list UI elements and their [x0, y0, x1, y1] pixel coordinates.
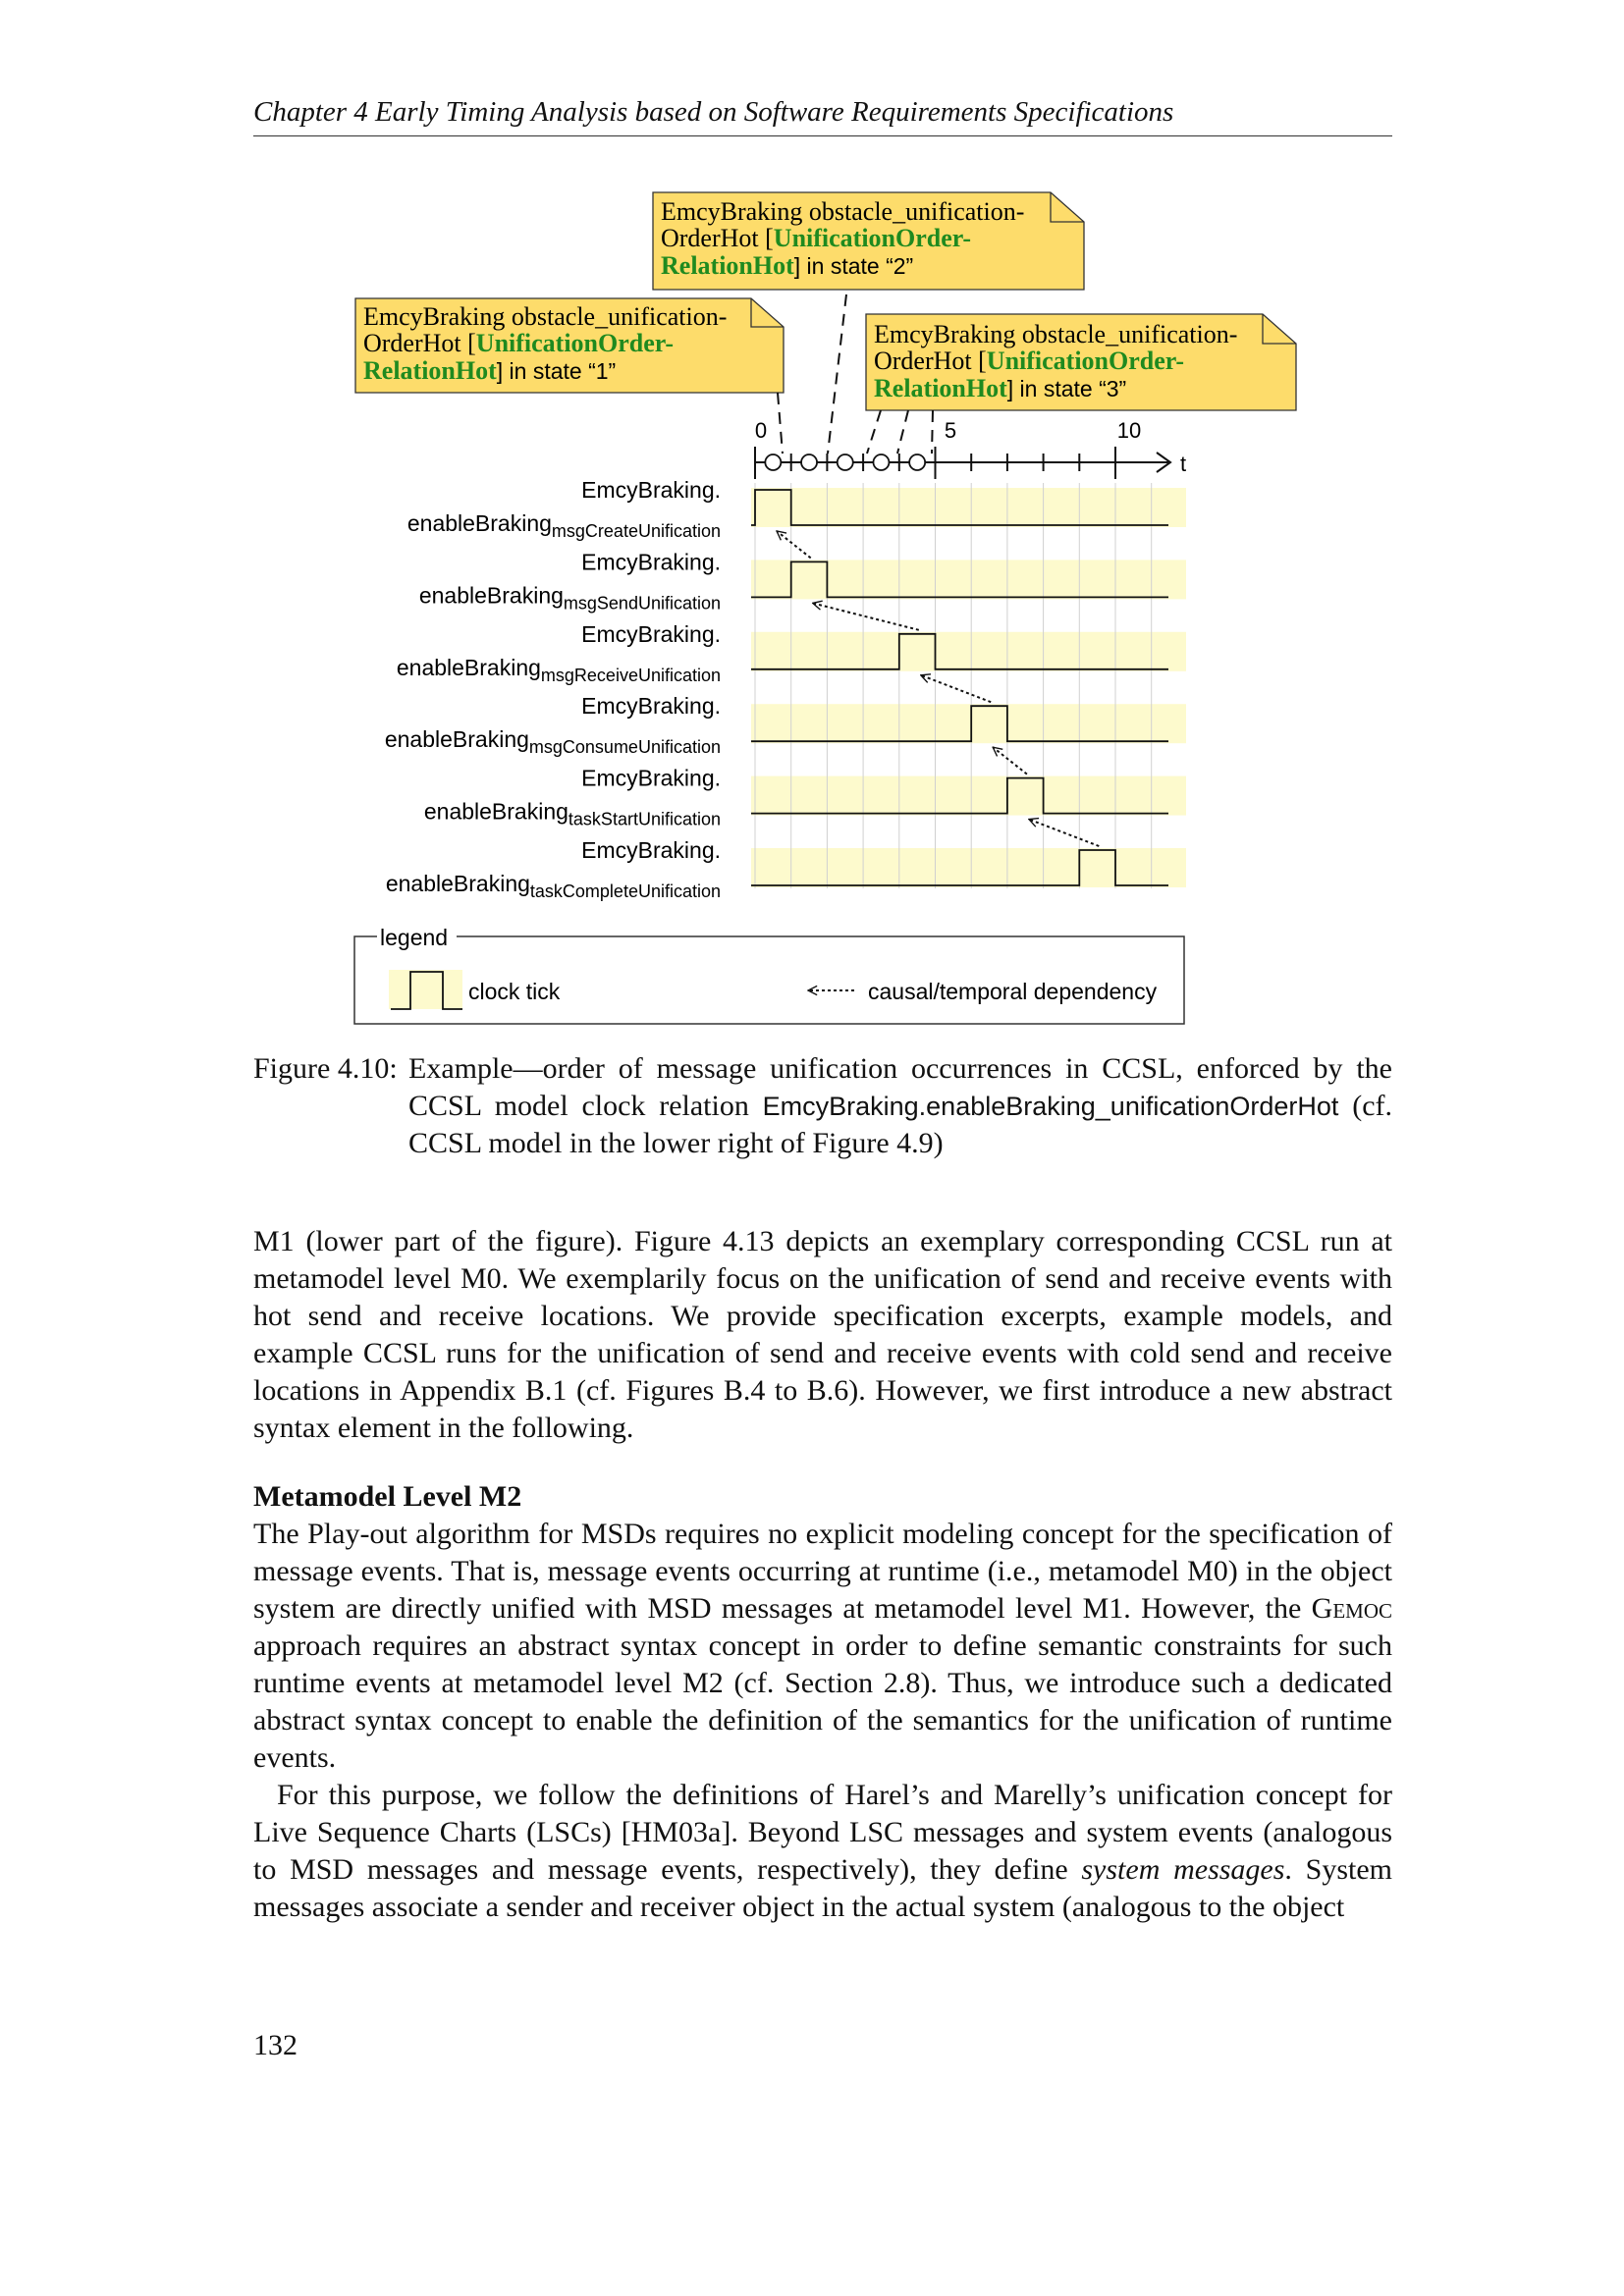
paragraph-1-text: M1 (lower part of the figure). Figure 4.13 depicts an exemplary corresponding CCSL run at metamodel level M0. We exemplarily focus on the unification of send and receive events with hot send and receive locations. We provide specification excerpts, example models, and example CCSL runs for the unification of send and receive events with cold send and receive locations in Appendix B.1 (cf. Figures B.4 to B.6). However, we first introduce a new abstract syntax element in the following.	[253, 1225, 1392, 1444]
callout-2-line3a: RelationHot	[661, 251, 794, 280]
callout-2-line3b: ] in state “2”	[793, 253, 914, 279]
callout-3-line1: EmcyBraking obstacle_unification-	[874, 320, 1238, 348]
running-header: Chapter 4 Early Timing Analysis based on Software Requirements Specifications	[253, 96, 1174, 128]
clock-prefix: EmcyBraking.	[581, 837, 721, 863]
axis-tick-10: 10	[1116, 418, 1142, 443]
legend-title: legend	[380, 925, 449, 950]
clock-name-main: enableBraking	[418, 582, 564, 609]
callout-3-line2a: OrderHot [	[874, 347, 987, 375]
clock-name-main: enableBraking	[423, 798, 568, 825]
clock-name-sub: taskStartUnification	[568, 809, 721, 829]
callout-state-2	[653, 192, 1084, 290]
svg-text:RelationHot] in state “3”	[874, 374, 1126, 402]
clock-name-sub: msgSendUnification	[563, 593, 721, 614]
clock-name-main: enableBraking	[384, 726, 529, 753]
svg-text:OrderHot [UnificationOrder-	[874, 347, 1184, 375]
axis-label-t: t	[1180, 452, 1187, 476]
svg-text:RelationHot] in state “2”	[661, 251, 913, 280]
callout-1-line3a: RelationHot	[363, 356, 497, 385]
clock-name-sub: msgCreateUnification	[551, 521, 721, 541]
clock-name	[385, 726, 721, 757]
clock-prefix: EmcyBraking.	[581, 477, 721, 503]
dependency-arrow	[993, 747, 1027, 774]
paragraph-2-text	[253, 1516, 1392, 1777]
section-heading: Metamodel Level M2	[253, 1480, 522, 1513]
clock-lane	[751, 488, 1186, 527]
axis-tick-0: 0	[754, 418, 768, 443]
paragraph-3-a: For this purpose, we follow the definitions of Harel’s and Marelly’s unification concept for Live Sequence Charts (LSCs) [HM03a]. Beyond LSC messages and system events (analogous to MSD messages and message events, respectively), they define	[253, 1779, 1392, 1886]
svg-text:EmcyBraking obstacle_unificati	[363, 302, 727, 331]
caption-text-a: Example—order of message unification occurrences in CCSL, enforced by the CCSL model clock relation	[408, 1052, 1392, 1122]
legend-lane	[389, 970, 462, 1009]
clock-name-main: enableBraking	[396, 654, 541, 680]
clock-name	[407, 510, 721, 541]
paragraph-2-a: The Play-out algorithm for MSDs requires no explicit modeling concept for the specification of message events. That is, message events occurring at runtime (i.e., metamodel M0) in the object system are directly unified with MSD messages at metamodel level M1. However, the	[253, 1518, 1392, 1625]
callout-2-line2a: OrderHot [	[661, 224, 774, 252]
paragraph-2	[253, 1516, 1392, 1926]
callout-2-line2b: UnificationOrder-	[773, 224, 972, 252]
paragraph-3-text	[253, 1777, 1392, 1926]
caption-text	[408, 1050, 1392, 1162]
clock-lane	[751, 776, 1186, 816]
svg-text:EmcyBraking obstacle_unificati	[661, 197, 1024, 226]
svg-text:RelationHot] in state “1”	[363, 356, 616, 385]
legend-dependency: causal/temporal dependency	[868, 979, 1158, 1004]
callout-2-line1: EmcyBraking obstacle_unification-	[661, 197, 1025, 226]
clock-name	[386, 871, 721, 901]
legend-clock-tick: clock tick	[468, 979, 561, 1004]
state-circle	[909, 454, 925, 470]
timing-figure	[0, 0, 1624, 1041]
clock-prefix: EmcyBraking.	[581, 549, 721, 575]
callout-3-line3a: RelationHot	[874, 374, 1007, 402]
paragraph-2-b: approach requires an abstract syntax concept in order to define semantic constraints for such runtime events at metamodel level M2 (cf. Section 2.8). Thus, we introduce such a dedicated abstract syntax concept to enable the definition of the semantics for the unification of runtime events.	[253, 1629, 1392, 1774]
callout-3-line3b: ] in state “3”	[1006, 376, 1127, 401]
state-circle	[801, 454, 817, 470]
clock-lane	[751, 848, 1186, 887]
dependency-arrow	[813, 603, 919, 629]
svg-text:OrderHot [UnificationOrder-	[363, 329, 674, 357]
clock-labels	[385, 477, 721, 901]
page-number: 132	[253, 2029, 298, 2061]
callout-3-line2b: UnificationOrder-	[986, 347, 1185, 375]
callout-state-1	[355, 298, 784, 393]
gemoc-name: Gemoc	[1311, 1592, 1392, 1625]
clock-lane	[751, 560, 1186, 599]
clock-name-sub: taskCompleteUnification	[529, 881, 721, 901]
dependency-arrow	[1029, 820, 1099, 846]
clock-name-main: enableBraking	[406, 510, 552, 536]
svg-text:EmcyBraking obstacle_unificati	[874, 320, 1237, 348]
paragraph-3-b: . System messages associate a sender and receiver object in the actual system (analogous to the object	[253, 1853, 1392, 1923]
legend	[354, 925, 1184, 1024]
lane-backgrounds	[751, 488, 1186, 887]
clock-lane	[751, 704, 1186, 743]
callout-1-line3b: ] in state “1”	[496, 358, 617, 384]
clock-prefix: EmcyBraking.	[581, 765, 721, 791]
svg-text:OrderHot [UnificationOrder-	[661, 224, 971, 252]
state-circle	[873, 454, 889, 470]
clock-lane	[751, 632, 1186, 671]
caption-clock-name: EmcyBraking.enableBraking_unificationOrderHot	[762, 1092, 1339, 1121]
callout-state-3	[866, 314, 1296, 410]
callout-1-line2a: OrderHot [	[363, 329, 476, 357]
clock-name	[397, 655, 721, 685]
state-circle	[838, 454, 853, 470]
paragraph-1	[253, 1223, 1392, 1447]
clock-name-main: enableBraking	[385, 871, 530, 896]
paragraph-3-emphasis: system messages	[1081, 1853, 1285, 1886]
clock-waveforms	[751, 490, 1168, 885]
clock-prefix: EmcyBraking.	[581, 620, 721, 647]
dependency-arrow	[921, 675, 991, 702]
dependency-arrow	[777, 531, 811, 558]
callout-1-line2b: UnificationOrder-	[475, 329, 675, 357]
clock-prefix: EmcyBraking.	[581, 693, 721, 720]
clock-name-sub: msgConsumeUnification	[528, 737, 721, 758]
state-circle	[765, 454, 781, 470]
clock-name	[424, 799, 721, 829]
axis-tick-5: 5	[944, 418, 957, 443]
callout-1-line1: EmcyBraking obstacle_unification-	[363, 302, 728, 331]
caption-label: Figure 4.10:	[253, 1052, 398, 1085]
grid-lines	[755, 483, 1152, 888]
clock-name	[419, 582, 721, 613]
clock-name-sub: msgReceiveUnification	[540, 665, 721, 685]
caption-text-b: (cf. CCSL model in the lower right of Figure 4.9)	[408, 1090, 1392, 1159]
time-axis	[755, 418, 1186, 479]
